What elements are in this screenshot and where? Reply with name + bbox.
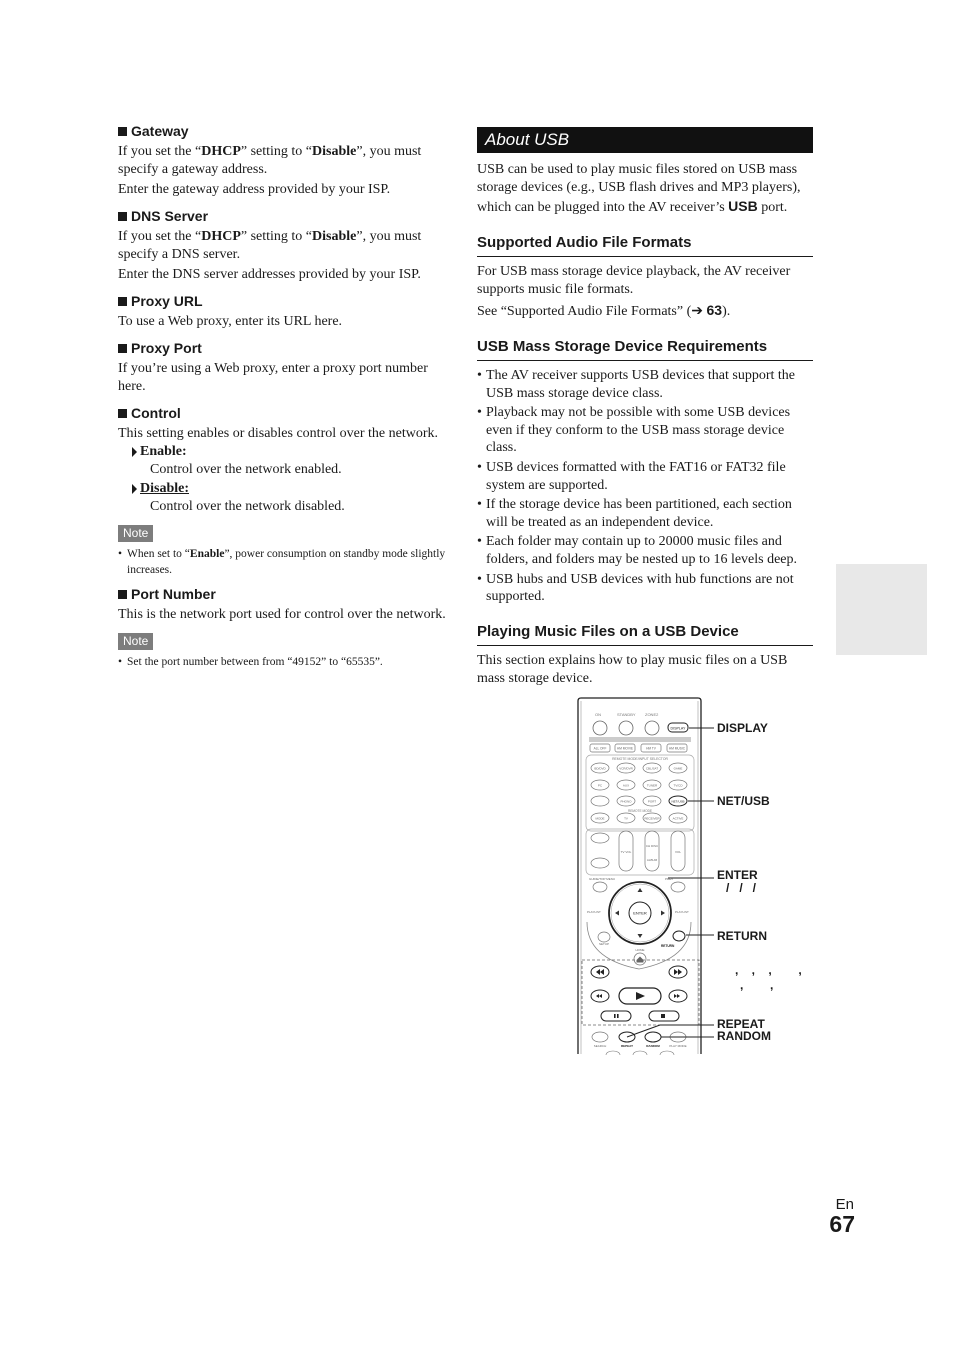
svg-text:ALL OFF: ALL OFF bbox=[593, 746, 607, 751]
formats-ref: See “Supported Audio File Formats” (➔ 63). bbox=[477, 302, 731, 319]
svg-text:VOL: VOL bbox=[674, 850, 682, 854]
list-item: • USB devices formatted with the FAT16 or FAT32 file system are supported. bbox=[477, 459, 813, 494]
option-enable-desc: Control over the network enabled. bbox=[150, 462, 342, 477]
svg-text:ALBUM: ALBUM bbox=[646, 858, 658, 862]
note-badge-2: Note bbox=[118, 633, 153, 650]
remote-zone2-label: ZONE2 bbox=[645, 712, 659, 717]
option-disable-desc: Control over the network disabled. bbox=[150, 499, 345, 514]
arrow-icon: ➔ bbox=[691, 304, 703, 319]
intro-text: USB can be used to play music files stored on USB mass storage devices (e.g., USB flash drives and MP3 players), which can be plugged into the AV receiver’s USB port. bbox=[477, 162, 801, 215]
list-item: • The AV receiver supports USB devices that support the USB mass storage device class. bbox=[477, 367, 813, 402]
callout-transport-2: , , bbox=[740, 978, 774, 992]
callout-repeat: REPEAT bbox=[717, 1017, 765, 1031]
list-item: • Playback may not be possible with some USB devices even if they conform to the USB mass storage device class. bbox=[477, 404, 813, 457]
remote-standby-label: STANDBY bbox=[617, 712, 636, 717]
option-enable: Enable: bbox=[118, 443, 458, 461]
svg-text:REPEAT: REPEAT bbox=[621, 1044, 633, 1048]
svg-text:TV VOL: TV VOL bbox=[620, 850, 632, 854]
svg-text:PORT: PORT bbox=[647, 799, 657, 804]
svg-text:BD/DVD: BD/DVD bbox=[594, 766, 606, 771]
svg-text:PLAYLIST: PLAYLIST bbox=[587, 910, 601, 914]
svg-text:TUNER: TUNER bbox=[646, 783, 658, 788]
svg-text:AUX: AUX bbox=[622, 783, 630, 788]
proxy-port-heading: Proxy Port bbox=[118, 339, 458, 357]
proxy-url-heading: Proxy URL bbox=[118, 292, 458, 310]
callout-net-usb: NET/USB bbox=[717, 794, 770, 808]
playing-heading: Playing Music Files on a USB Device bbox=[477, 622, 813, 646]
gateway-text: If you set the “DHCP” setting to “Disable”, you must specify a gateway address. bbox=[118, 144, 422, 177]
note-item-2: • Set the port number between from “49152” to “65535”. bbox=[118, 654, 458, 670]
list-item: • If the storage device has been partitioned, each section will be treated as an independent device. bbox=[477, 496, 813, 531]
port-number-heading: Port Number bbox=[118, 585, 458, 603]
proxy-url-text: To use a Web proxy, enter its URL here. bbox=[118, 314, 343, 329]
list-item: • USB hubs and USB devices with hub functions are not supported. bbox=[477, 571, 813, 606]
svg-text:RANDOM: RANDOM bbox=[646, 1044, 660, 1048]
svg-text:ENTER: ENTER bbox=[633, 910, 647, 916]
note-badge: Note bbox=[118, 525, 153, 542]
svg-text:PLAY MODE: PLAY MODE bbox=[669, 1044, 687, 1048]
gateway-heading: Gateway bbox=[118, 122, 458, 140]
option-disable: Disable: bbox=[118, 480, 458, 498]
svg-text:RETURN: RETURN bbox=[661, 944, 675, 948]
svg-text:VCR/DVR: VCR/DVR bbox=[619, 766, 633, 771]
gateway-text-2: Enter the gateway address provided by your ISP. bbox=[118, 182, 391, 197]
remote-mode-label: REMOTE MODE bbox=[627, 809, 653, 813]
proxy-port-text: If you’re using a Web proxy, enter a proxy port number here. bbox=[118, 361, 428, 394]
svg-text:TV/CD: TV/CD bbox=[673, 783, 683, 788]
svg-text:HM MUSIC: HM MUSIC bbox=[668, 746, 686, 751]
svg-text:DISPLAY: DISPLAY bbox=[670, 726, 686, 731]
svg-text:TV: TV bbox=[624, 816, 628, 821]
list-item: • Each folder may contain up to 20000 music files and folders, and folders may be nested up to 16 levels deep. bbox=[477, 533, 813, 568]
svg-text:GUIDE/TOP MENU: GUIDE/TOP MENU bbox=[589, 877, 616, 881]
formats-heading: Supported Audio File Formats bbox=[477, 233, 813, 257]
dns-heading: DNS Server bbox=[118, 207, 458, 225]
selector-title: REMOTE MODE/INPUT SELECTOR bbox=[612, 757, 668, 761]
note-item: • When set to “Enable”, power consumption on standby mode slightly increases. bbox=[118, 546, 458, 578]
page-link[interactable]: 63 bbox=[706, 302, 723, 318]
svg-text:NET/USB: NET/USB bbox=[671, 799, 685, 804]
section-title: About USB bbox=[477, 127, 813, 153]
svg-text:HM TV: HM TV bbox=[646, 746, 656, 751]
svg-text:RECEIVER: RECEIVER bbox=[644, 816, 660, 821]
svg-text:CH DISC: CH DISC bbox=[645, 844, 659, 848]
page-number: 67 bbox=[829, 1211, 855, 1237]
callout-enter-arrows: / / / bbox=[726, 881, 757, 895]
svg-text:PLAYLIST: PLAYLIST bbox=[675, 910, 689, 914]
port-number-text: This is the network port used for control over the network. bbox=[118, 607, 446, 622]
svg-text:HM MOVIE: HM MOVIE bbox=[616, 746, 634, 751]
formats-text: For USB mass storage device playback, the AV receiver supports music file formats. bbox=[477, 264, 791, 297]
svg-text:PC: PC bbox=[597, 783, 603, 788]
callout-transport-1: , , , , bbox=[735, 963, 802, 977]
callout-enter: ENTER bbox=[717, 868, 758, 882]
playing-text: This section explains how to play music files on a USB mass storage device. bbox=[477, 652, 788, 686]
requirements-heading: USB Mass Storage Device Requirements bbox=[477, 337, 813, 361]
svg-text:SETUP: SETUP bbox=[599, 942, 610, 946]
svg-text:MODE: MODE bbox=[595, 816, 605, 821]
svg-text:HOME: HOME bbox=[635, 948, 645, 952]
control-text: This setting enables or disables control over the network. bbox=[118, 426, 438, 441]
language-label: En bbox=[835, 1196, 854, 1213]
svg-text:CBL/SAT: CBL/SAT bbox=[645, 766, 659, 771]
callout-random: RANDOM bbox=[717, 1029, 771, 1043]
svg-text:ACTIVE: ACTIVE bbox=[672, 816, 684, 821]
svg-text:SEARCH: SEARCH bbox=[593, 1044, 607, 1048]
svg-text:GAME: GAME bbox=[673, 766, 683, 771]
control-heading: Control bbox=[118, 404, 458, 422]
callout-display: DISPLAY bbox=[717, 721, 768, 735]
svg-text:PREV: PREV bbox=[665, 877, 674, 881]
remote-on-label: ON bbox=[595, 712, 601, 717]
svg-text:PHONO: PHONO bbox=[620, 799, 632, 804]
callout-return: RETURN bbox=[717, 929, 767, 943]
dns-text: If you set the “DHCP” setting to “Disable”, you must specify a DNS server. bbox=[118, 229, 422, 262]
dns-text-2: Enter the DNS server addresses provided by your ISP. bbox=[118, 267, 421, 282]
